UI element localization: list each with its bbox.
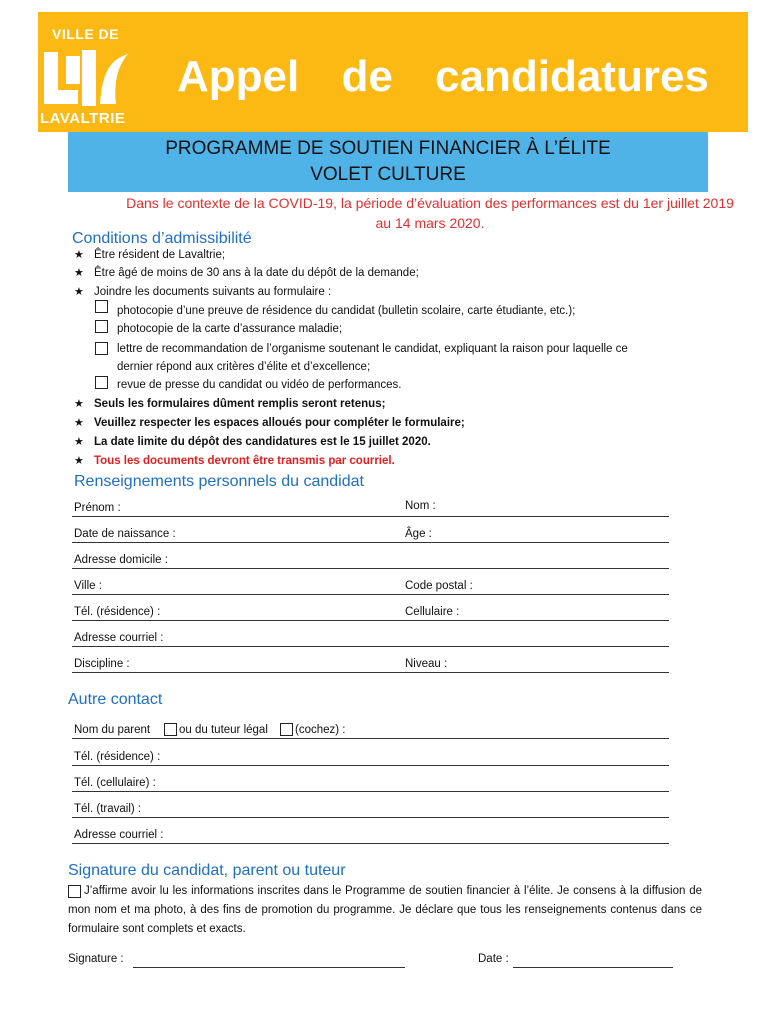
program-title: PROGRAMME DE SOUTIEN FINANCIER À L’ÉLITE [165, 138, 611, 159]
program-subtitle: VOLET CULTURE [310, 164, 466, 185]
condition-note: ★ La date limite du dépôt des candidatures est le 15 juillet 2020. [74, 436, 431, 448]
naissance-age-row[interactable] [72, 524, 669, 543]
cellulaire-label: Cellulaire : [405, 606, 460, 618]
signature-heading: Signature du candidat, parent ou tuteur [68, 862, 346, 879]
age-label: Âge : [405, 528, 432, 540]
adresse-label: Adresse domicile : [74, 554, 168, 566]
date-label: Date : [478, 953, 509, 965]
header-banner [38, 12, 748, 132]
signature-label: Signature : [68, 953, 124, 965]
program-band [68, 132, 708, 192]
logo-top-text: VILLE DE [52, 26, 120, 42]
prenom-nom-row[interactable] [72, 498, 669, 517]
document-checkbox[interactable] [95, 376, 108, 389]
contact-tel-residence-row[interactable] [72, 747, 669, 766]
contact-tel-travail-label: Tél. (travail) : [74, 803, 142, 815]
contact-tel-residence-label: Tél. (résidence) : [74, 751, 161, 763]
condition-note: ★ Veuillez respecter les espaces alloués pour compléter le formulaire; [74, 417, 465, 429]
contact-tel-cellulaire-label: Tél. (cellulaire) : [74, 777, 156, 789]
document-item-continued: dernier répond aux critères d’élite et d’excellence; [117, 361, 371, 373]
code-postal-label: Code postal : [405, 580, 473, 592]
prenom-label: Prénom : [74, 502, 121, 514]
parent-checkbox[interactable] [164, 723, 177, 736]
date-line[interactable] [513, 967, 673, 968]
contact-tel-cellulaire-row[interactable] [72, 773, 669, 792]
contact-courriel-row[interactable] [72, 825, 669, 844]
covid-note: Dans le contexte de la COVID-19, la période d’évaluation des performances est du 1er juillet 2019 au 14 mars 2020. [126, 195, 734, 231]
personal-heading: Renseignements personnels du candidat [74, 473, 364, 490]
nom-label: Nom : [405, 500, 436, 512]
discipline-label: Discipline : [74, 658, 130, 670]
tuteur-label: ou du tuteur légal [179, 724, 268, 736]
cochez-label: (cochez) : [295, 724, 346, 736]
condition-note: ★ Seuls les formulaires dûment remplis seront retenus; [74, 398, 386, 410]
contact-courriel-label: Adresse courriel : [74, 829, 164, 841]
document-item: revue de presse du candidat ou vidéo de performances. [117, 379, 402, 391]
document-checkbox[interactable] [95, 342, 108, 355]
ville-code-row[interactable] [72, 576, 669, 595]
adresse-row[interactable] [72, 550, 669, 569]
logo-mark-icon [42, 46, 132, 110]
courriel-label: Adresse courriel : [74, 632, 164, 644]
affirm-statement: J’affirme avoir lu les informations inscrites dans le Programme de soutien financier à l’élite. Je consens à la diffusion de mon nom et ma photo, à des fins de promotion du programme. Je déclare que tous les renseignements contenus dans ce formulaire sont complets et exacts. [68, 885, 702, 935]
parent-row[interactable] [72, 720, 669, 739]
condition-note-alert: ★ Tous les documents devront être transmis par courriel. [74, 455, 395, 467]
page-title: Appel de candidatures [177, 52, 709, 101]
parent-label: Nom du parent [74, 724, 151, 736]
conditions-heading: Conditions d’admissibilité [72, 230, 252, 247]
condition-item: ★ Être âgé de moins de 30 ans à la date du dépôt de la demande; [74, 267, 419, 279]
document-item: photocopie de la carte d’assurance maladie; [117, 323, 343, 335]
document-item: lettre de recommandation de l’organisme soutenant le candidat, expliquant la raison pour laquelle ce [117, 343, 628, 355]
naissance-label: Date de naissance : [74, 528, 176, 540]
tel-cell-row[interactable] [72, 602, 669, 621]
tel-residence-label: Tél. (résidence) : [74, 606, 161, 618]
document-item: photocopie d’une preuve de résidence du candidat (bulletin scolaire, carte étudiante, etc.); [117, 305, 576, 317]
niveau-label: Niveau : [405, 658, 448, 670]
courriel-row[interactable] [72, 628, 669, 647]
other-contact-heading: Autre contact [68, 691, 163, 708]
ville-label: Ville : [74, 580, 102, 592]
document-checkbox[interactable] [95, 320, 108, 333]
discipline-niveau-row[interactable] [72, 654, 669, 673]
logo-bottom-text: LAVALTRIE [40, 110, 126, 127]
signature-line[interactable] [133, 967, 405, 968]
condition-item: ★ Être résident de Lavaltrie; [74, 249, 226, 261]
document-checkbox[interactable] [95, 300, 108, 313]
condition-item: ★ Joindre les documents suivants au formulaire : [74, 286, 332, 298]
contact-tel-travail-row[interactable] [72, 799, 669, 818]
city-logo [38, 12, 138, 132]
tuteur-checkbox[interactable] [280, 723, 293, 736]
